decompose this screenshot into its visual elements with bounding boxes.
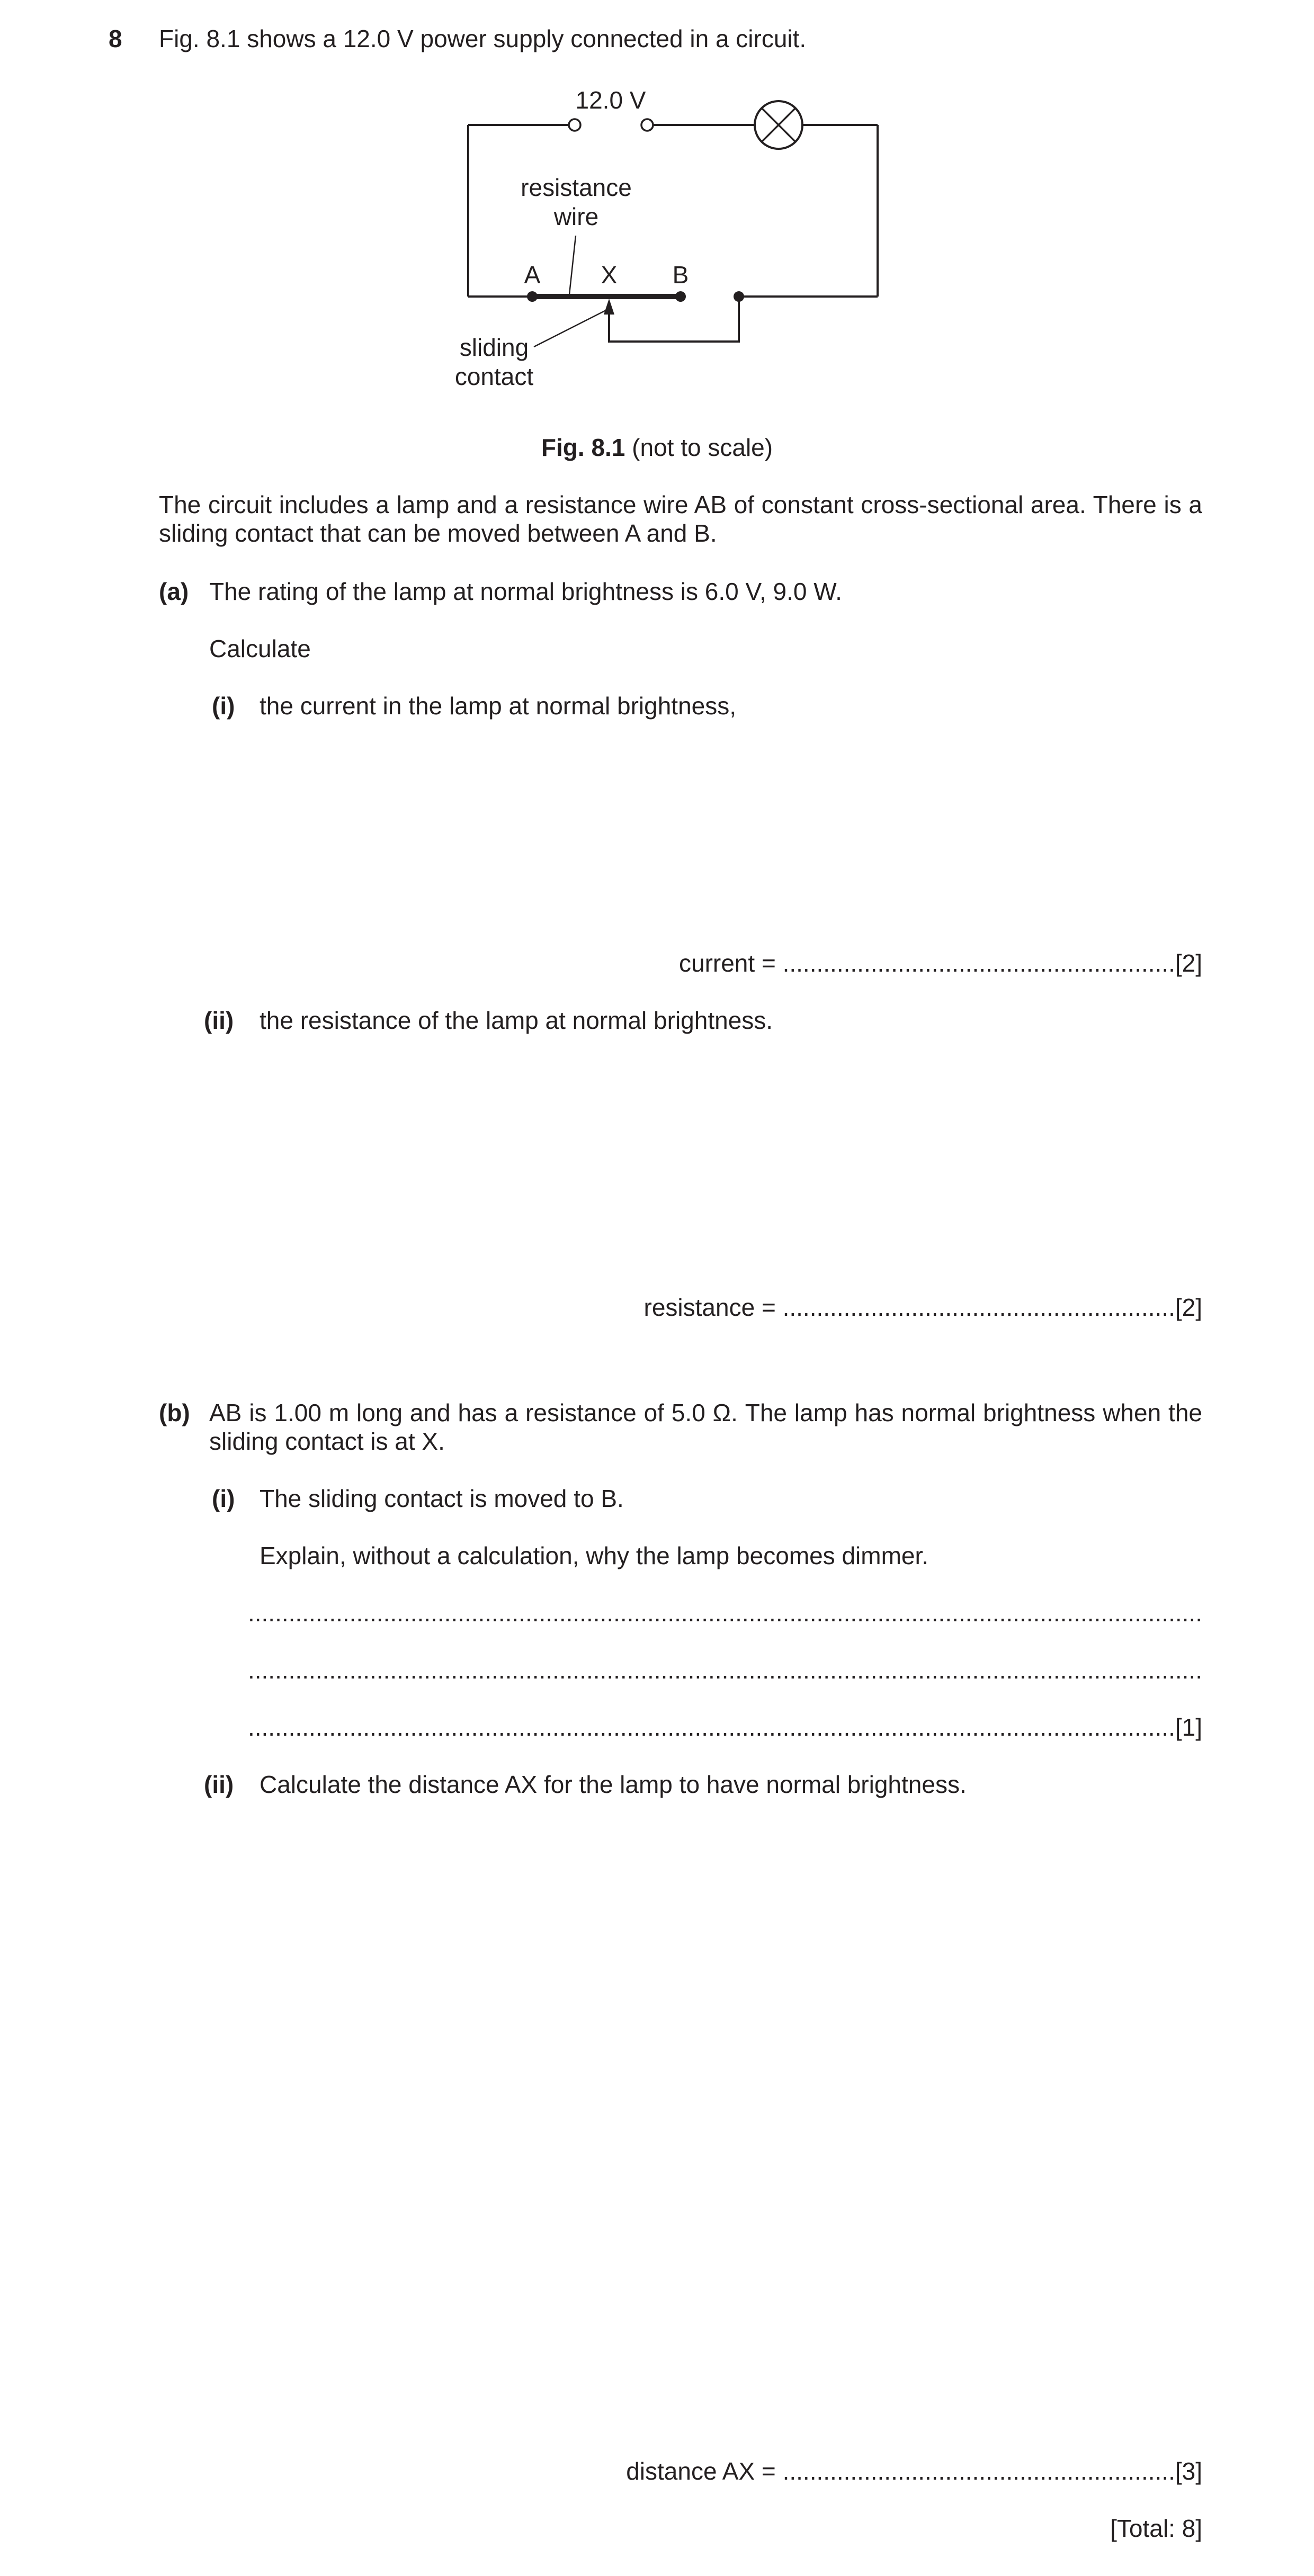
part-a-text: The rating of the lamp at normal brightness is 6.0 V, 9.0 W. (209, 578, 842, 605)
resistance-answer-line[interactable] (644, 1293, 1202, 1322)
contact-loop (609, 297, 739, 342)
explain-line-3[interactable]: .........................................................................................................................................[1] (247, 1713, 1202, 1741)
point-a-label: A (524, 261, 541, 289)
figure-caption-rest: (not to scale) (625, 434, 773, 461)
current-answer-label: current = (679, 949, 783, 977)
point-b-label: B (672, 261, 689, 289)
distance-answer-line[interactable] (626, 2457, 1202, 2485)
wire-label-line1: resistance (521, 174, 632, 201)
question-intro: Fig. 8.1 shows a 12.0 V power supply connected in a circuit. (159, 25, 807, 52)
part-a-ii-text: the resistance of the lamp at normal brightness. (260, 1007, 773, 1034)
voltage-label: 12.0 V (575, 86, 646, 114)
contact-label-line1: sliding (459, 334, 529, 361)
part-b-i-instruction: Explain, without a calculation, why the lamp becomes dimmer. (260, 1542, 929, 1569)
supply-terminal-right (641, 119, 653, 131)
node-a (527, 291, 538, 302)
part-a-i-label: (i) (212, 692, 235, 720)
supply-terminal-left (569, 119, 580, 131)
explain-line-1[interactable]: ............................................................................................................................................. (247, 1599, 1202, 1627)
contact-label-pointer (534, 310, 607, 347)
part-b-label: (b) (159, 1399, 190, 1426)
wire-label-line2: wire (553, 203, 599, 230)
circuit-description: The circuit includes a lamp and a resistance wire AB of constant cross-sectional area. There is a sliding contact that can be moved between A and B. (159, 491, 1202, 547)
resistance-answer-label: resistance = (643, 1294, 783, 1321)
total-marks: [Total: 8] (1110, 2515, 1202, 2542)
part-b-i-text: The sliding contact is moved to B. (260, 1485, 624, 1512)
wire-label-pointer (569, 236, 576, 294)
part-a-i-text: the current in the lamp at normal brightness, (260, 692, 737, 720)
part-b-text: AB is 1.00 m long and has a resistance of 5.0 Ω. The lamp has normal brightness when the sliding contact is at X. (209, 1399, 1202, 1455)
circuit-diagram (434, 79, 911, 397)
part-a-instruction: Calculate (209, 635, 311, 662)
question-number: 8 (109, 25, 122, 52)
figure-caption-bold: Fig. 8.1 (541, 434, 625, 461)
resistance-answer-dots: ..........................................................[2] (782, 1294, 1202, 1321)
contact-label-line2: contact (454, 363, 534, 390)
part-a-ii-label: (ii) (204, 1007, 234, 1034)
part-b-ii-text: Calculate the distance AX for the lamp to have normal brightness. (260, 1771, 967, 1798)
distance-answer-dots: ..........................................................[3] (782, 2457, 1202, 2485)
distance-answer-label: distance AX = (626, 2457, 783, 2485)
current-answer-dots: ..........................................................[2] (782, 949, 1202, 977)
explain-line-2[interactable]: ............................................................................................................................................. (247, 1656, 1202, 1684)
figure-caption (0, 433, 1314, 462)
point-x-label: X (601, 261, 618, 289)
current-answer-line[interactable] (679, 949, 1202, 977)
part-b-i-label: (i) (212, 1485, 235, 1512)
part-b-ii-label: (ii) (204, 1771, 234, 1798)
node-b (675, 291, 686, 302)
part-a-label: (a) (159, 578, 189, 605)
sliding-contact-arrow (604, 299, 614, 315)
node-junction (734, 291, 744, 302)
